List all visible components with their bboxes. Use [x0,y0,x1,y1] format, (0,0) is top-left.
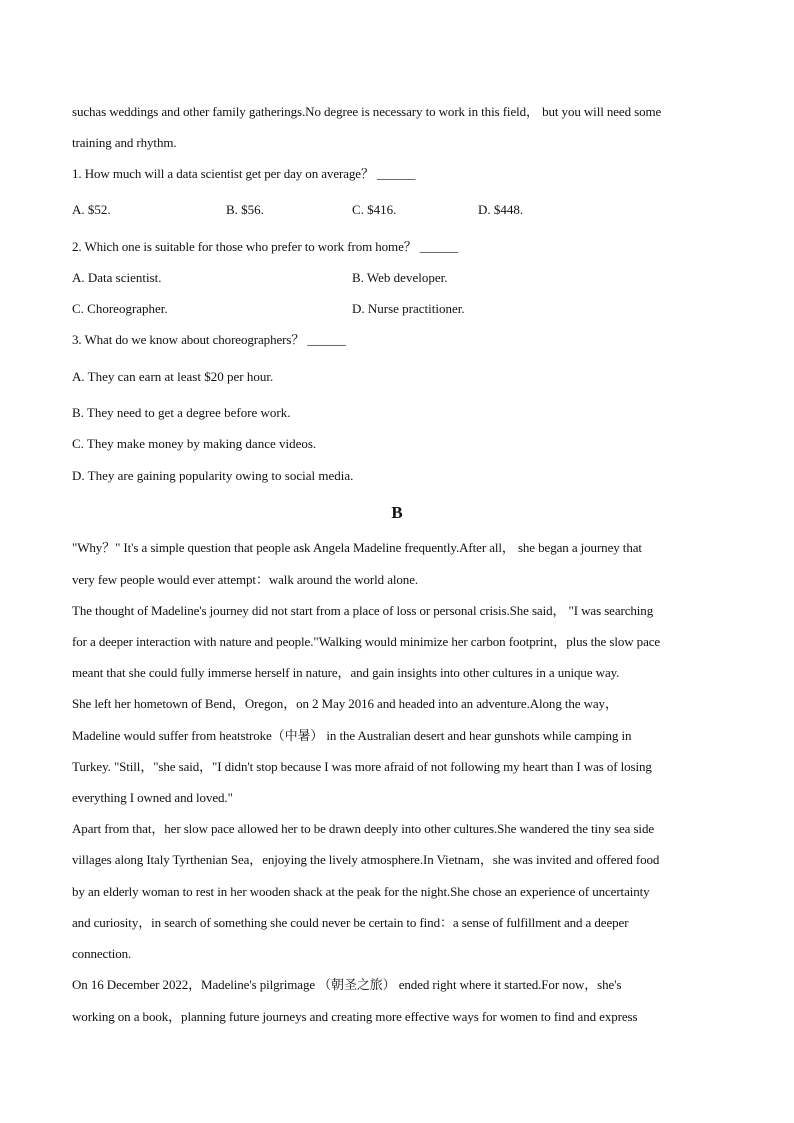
question-3-option-a[interactable]: A. They can earn at least $20 per hour. [72,369,274,384]
passage-line: very few people would ever attempt：walk around the world alone. [72,572,419,587]
passage-line: She left her hometown of Bend，Oregon，on 2 May 2016 and headed into an adventure.Along the way， [72,696,618,711]
question-2-option-a[interactable]: A. Data scientist. [72,270,162,285]
passage-line: meant that she could fully immerse herself in nature，and gain insights into other cultures in a unique way. [72,665,620,680]
question-1-option-b[interactable]: B. $56. [226,202,264,217]
question-1-stem: 1. How much will a data scientist get per day on average？ ______ [72,166,416,181]
question-1-option-a[interactable]: A. $52. [72,202,111,217]
passage-line: by an elderly woman to rest in her wooden shack at the peak for the night.She chose an experience of uncertainty [72,884,650,899]
passage-line: for a deeper interaction with nature and people."Walking would minimize her carbon footprint，plus the slow pace [72,634,661,649]
passage-line: Turkey. "Still，"she said，"I didn't stop because I was more afraid of not following my heart than I was of losing [72,759,652,774]
passage-line: villages along Italy Tyrthenian Sea，enjoying the lively atmosphere.In Vietnam，she was invited and offered food [72,852,660,867]
passage-line: "Why？" It's a simple question that people ask Angela Madeline frequently.After all， she began a journey that [72,540,642,555]
passage-line: and curiosity，in search of something she could never be certain to find：a sense of fulfillment and a deeper [72,915,629,930]
question-3-option-d[interactable]: D. They are gaining popularity owing to social media. [72,468,354,483]
question-3-stem: 3. What do we know about choreographers？ ______ [72,332,346,347]
question-2-stem: 2. Which one is suitable for those who prefer to work from home？ ______ [72,239,459,254]
question-1-option-d[interactable]: D. $448. [478,202,524,217]
passage-line: working on a book，planning future journeys and creating more effective ways for women to find and express [72,1009,638,1024]
passage-line: connection. [72,946,132,961]
question-1-option-c[interactable]: C. $416. [352,202,397,217]
question-2-option-c[interactable]: C. Choreographer. [72,301,168,316]
passage-line: The thought of Madeline's journey did not start from a place of loss or personal crisis.She said， "I was searching [72,603,654,618]
question-2-option-d[interactable]: D. Nurse practitioner. [352,301,465,316]
section-heading: B [391,503,403,522]
passage-line: On 16 December 2022，Madeline's pilgrimage （朝圣之旅） ended right where it started.For now，she's [72,977,622,992]
question-2-option-b[interactable]: B. Web developer. [352,270,448,285]
intro-line: training and rhythm. [72,135,177,150]
passage-line: Madeline would suffer from heatstroke（中暑） in the Australian desert and hear gunshots while camping in [72,728,632,743]
question-3-option-b[interactable]: B. They need to get a degree before work. [72,405,291,420]
intro-line: suchas weddings and other family gatherings.No degree is necessary to work in this field， but you will need some [72,104,662,119]
passage-line: everything I owned and loved." [72,790,233,805]
passage-line: Apart from that，her slow pace allowed her to be drawn deeply into other cultures.She wandered the tiny sea side [72,821,655,836]
question-3-option-c[interactable]: C. They make money by making dance videos. [72,436,317,451]
